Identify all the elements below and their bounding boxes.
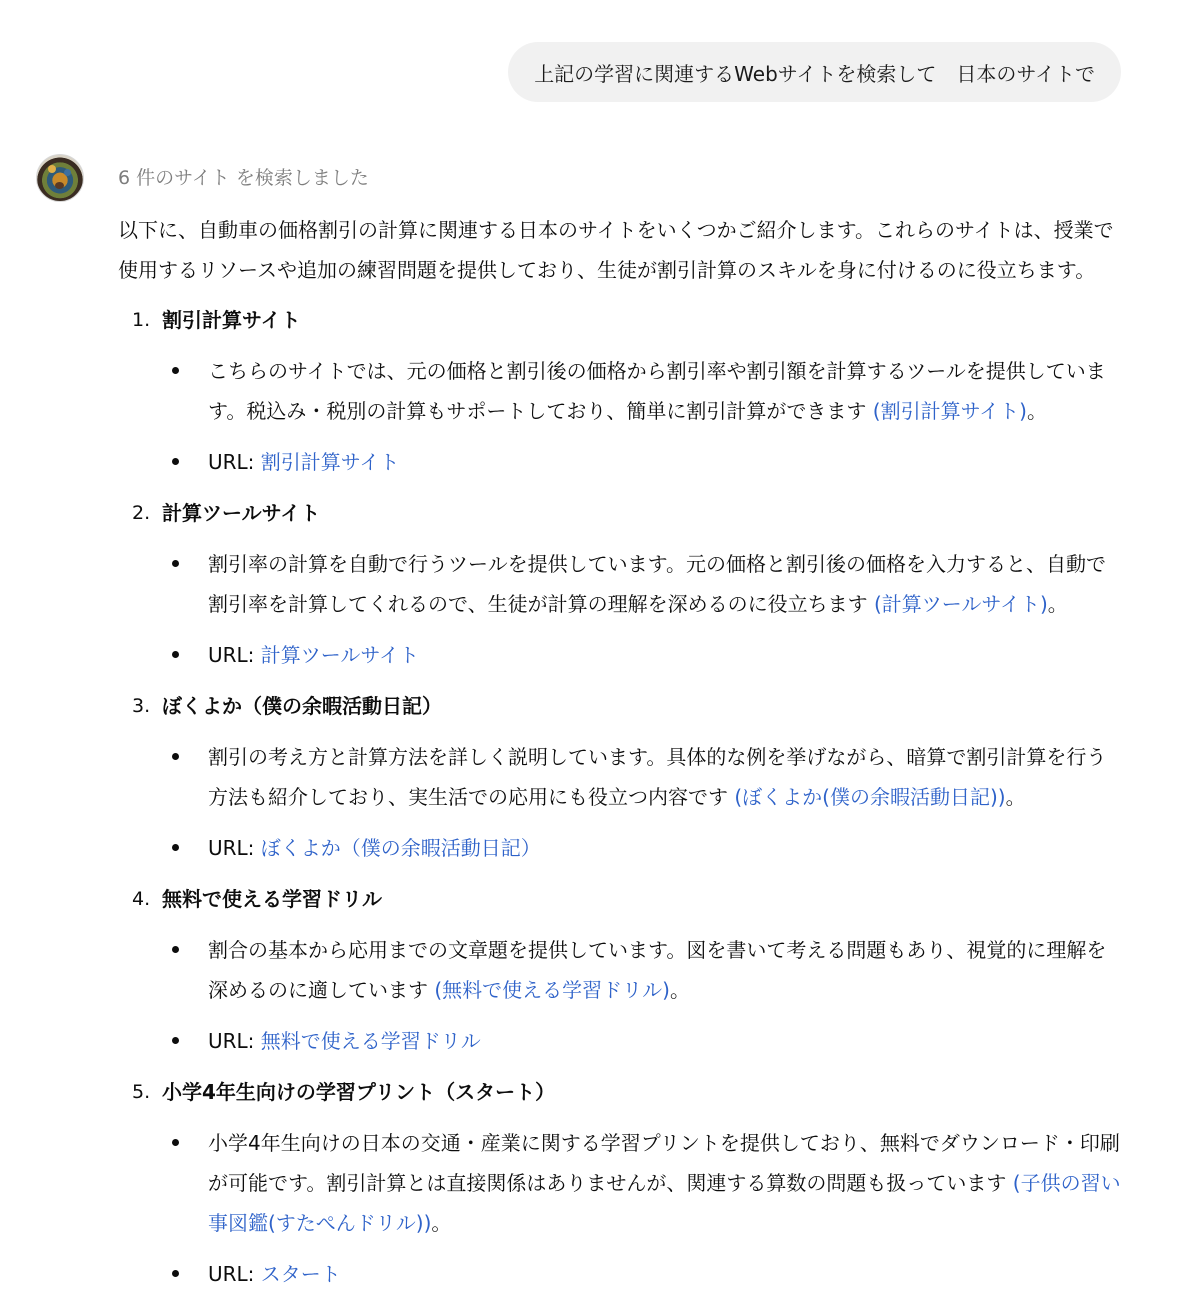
site-title: ぼくよか（僕の余暇活動日記）: [162, 694, 442, 718]
bullet-icon: [172, 946, 179, 953]
bullet-icon: [172, 651, 179, 658]
site-details: [118, 737, 1123, 868]
citation-link[interactable]: (ぼくよか(僕の余暇活動日記)): [734, 785, 1006, 809]
search-status[interactable]: 6 件のサイト を検索しました: [118, 167, 369, 189]
site-item-2: [118, 493, 1123, 675]
site-details: [118, 351, 1123, 482]
site-url: [118, 828, 1123, 868]
description-text: 小学4年生向けの日本の交通・産業に関する学習プリントを提供しており、無料でダウンロード・印刷が可能です。割引計算とは直接関係はありませんが、関連する算数の問題も扱っています: [208, 1131, 1120, 1195]
site-number: 4.: [132, 888, 151, 910]
description-text: 割引率の計算を自動で行うツールを提供しています。元の価格と割引後の価格を入力すると、自動で割引率を計算してくれるので、生徒が計算の理解を深めるのに役立ちます: [208, 552, 1106, 616]
bullet-icon: [172, 367, 179, 374]
site-number: 1.: [132, 309, 151, 331]
citation-link[interactable]: (子供の習い事図鑑(すたぺんドリル)): [208, 1171, 1121, 1235]
bullet-icon: [172, 844, 179, 851]
description-end: 。: [431, 1211, 452, 1235]
intro-paragraph: 以下に、自動車の価格割引の計算に関連する日本のサイトをいくつかご紹介します。これらのサイトは、授業で使用するリソースや追加の練習問題を提供しており、生徒が割引計算のスキルを身に付けるのに役立ちます。: [118, 218, 1114, 282]
site-details: [118, 544, 1123, 675]
site-number: 5.: [132, 1081, 151, 1103]
site-number: 2.: [132, 502, 151, 524]
citation-link[interactable]: (計算ツールサイト): [873, 592, 1048, 616]
user-message-text: 上記の学習に関連するWebサイトを検索して 日本のサイトで: [534, 61, 1095, 86]
description-end: 。: [1026, 399, 1047, 423]
site-item-4: [118, 879, 1123, 1061]
bullet-icon: [172, 1270, 179, 1277]
bullet-icon: [172, 753, 179, 760]
site-number: 3.: [132, 695, 151, 717]
url-label: URL:: [208, 836, 261, 860]
url-label: URL:: [208, 1029, 261, 1053]
site-item-5: [118, 1072, 1123, 1294]
site-url: [118, 635, 1123, 675]
bullet-icon: [172, 1037, 179, 1044]
site-title: 小学4年生向けの学習プリント（スタート）: [162, 1080, 556, 1104]
citation-link[interactable]: (割引計算サイト): [872, 399, 1027, 423]
url-link[interactable]: ぼくよか（僕の余暇活動日記）: [260, 836, 541, 860]
assistant-response: [118, 160, 1123, 1305]
bullet-icon: [172, 560, 179, 567]
site-title: 計算ツールサイト: [162, 501, 321, 525]
user-message-bubble: [508, 42, 1121, 102]
site-url: [118, 1021, 1123, 1061]
site-details: [118, 930, 1123, 1061]
url-link[interactable]: 割引計算サイト: [260, 450, 400, 474]
url-label: URL:: [208, 643, 261, 667]
site-url: [118, 442, 1123, 482]
site-description: [118, 544, 1123, 624]
url-link[interactable]: スタート: [260, 1262, 341, 1286]
site-item-1: [118, 300, 1123, 482]
url-label: URL:: [208, 1262, 261, 1286]
url-label: URL:: [208, 450, 261, 474]
site-description: [118, 1123, 1123, 1243]
description-text: 割合の基本から応用までの文章題を提供しています。図を書いて考える問題もあり、視覚的に理解を深めるのに適しています: [208, 938, 1107, 1002]
site-item-3: [118, 686, 1123, 868]
bullet-icon: [172, 458, 179, 465]
assistant-avatar-icon: [36, 154, 84, 202]
site-details: [118, 1123, 1123, 1294]
site-description: [118, 930, 1123, 1010]
site-title: 割引計算サイト: [162, 308, 301, 332]
description-end: 。: [669, 978, 690, 1002]
description-end: 。: [1047, 592, 1068, 616]
bullet-icon: [172, 1139, 179, 1146]
description-text: こちらのサイトでは、元の価格と割引後の価格から割引率や割引額を計算するツールを提供しています。税込み・税別の計算もサポートしており、簡単に割引計算ができます: [208, 359, 1106, 423]
description-end: 。: [1005, 785, 1026, 809]
citation-link[interactable]: (無料で使える学習ドリル): [434, 978, 670, 1002]
description-text: 割引の考え方と計算方法を詳しく説明しています。具体的な例を挙げながら、暗算で割引計算を行う方法も紹介しており、実生活での応用にも役立つ内容です: [208, 745, 1107, 809]
site-description: [118, 737, 1123, 817]
url-link[interactable]: 計算ツールサイト: [260, 643, 419, 667]
site-url: [118, 1254, 1123, 1294]
url-link[interactable]: 無料で使える学習ドリル: [260, 1029, 481, 1053]
site-description: [118, 351, 1123, 431]
site-list: [118, 300, 1123, 1294]
site-title: 無料で使える学習ドリル: [162, 887, 382, 911]
